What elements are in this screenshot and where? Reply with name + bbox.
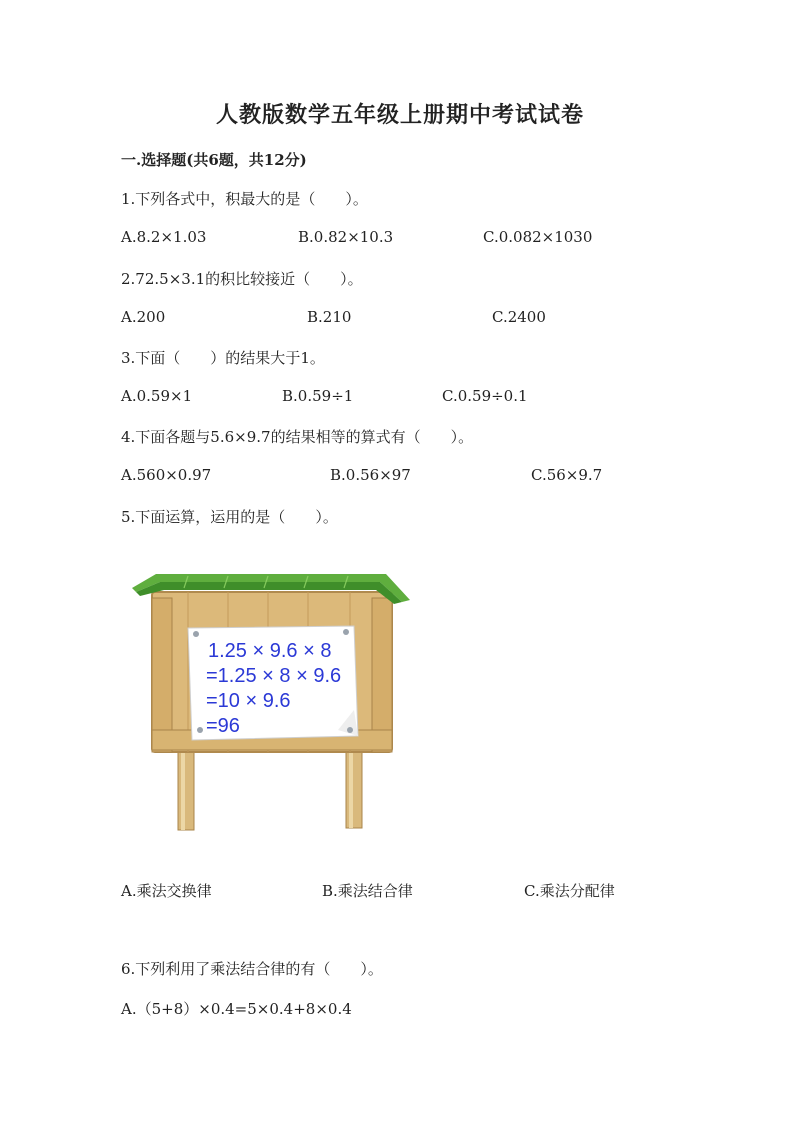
question-1-option-c[interactable]: C.0.082×1030 (483, 228, 593, 246)
question-1-stem: 1.下列各式中，积最大的是（ ）。 (121, 190, 368, 208)
question-5-option-c[interactable]: C.乘法分配律 (524, 882, 615, 900)
question-5-option-b[interactable]: B.乘法结合律 (322, 882, 413, 900)
question-4-stem: 4.下面各题与5.6×9.7的结果相等的算式有（ ）。 (121, 428, 474, 446)
sign-line-3: =10 × 9.6 (206, 690, 291, 712)
question-3-option-a[interactable]: A.0.59×1 (121, 387, 193, 405)
question-3-option-c[interactable]: C.0.59÷0.1 (442, 387, 528, 405)
question-3-stem: 3.下面（ ）的结果大于1。 (121, 349, 325, 367)
question-4-option-c[interactable]: C.56×9.7 (531, 466, 603, 484)
question-2-option-a[interactable]: A.200 (121, 308, 166, 326)
question-4-option-a[interactable]: A.560×0.97 (121, 466, 212, 484)
sign-line-2: =1.25 × 8 × 9.6 (206, 665, 342, 687)
question-2-stem: 2.72.5×3.1的积比较接近（ ）。 (121, 270, 363, 288)
question-1-option-b[interactable]: B.0.82×10.3 (298, 228, 394, 246)
sign-line-4: =96 (206, 715, 240, 737)
section-heading: 一.选择题(共6题，共12分) (121, 151, 307, 169)
question-5-option-a[interactable]: A.乘法交换律 (121, 882, 212, 900)
question-3-option-b[interactable]: B.0.59÷1 (282, 387, 354, 405)
page-title: 人教版数学五年级上册期中考试试卷 (215, 102, 584, 128)
question-6-stem: 6.下列利用了乘法结合律的有（ ）。 (121, 960, 383, 978)
question-2-option-b[interactable]: B.210 (307, 308, 352, 326)
signboard-illustration (128, 570, 413, 832)
question-5-stem: 5.下面运算，运用的是（ ）。 (121, 508, 338, 526)
question-6-option-a[interactable]: A.（5+8）×0.4=5×0.4+8×0.4 (121, 1000, 352, 1018)
question-1-option-a[interactable]: A.8.2×1.03 (121, 228, 207, 246)
sign-line-1: 1.25 × 9.6 × 8 (208, 640, 332, 662)
question-4-option-b[interactable]: B.0.56×97 (330, 466, 411, 484)
question-2-option-c[interactable]: C.2400 (492, 308, 546, 326)
